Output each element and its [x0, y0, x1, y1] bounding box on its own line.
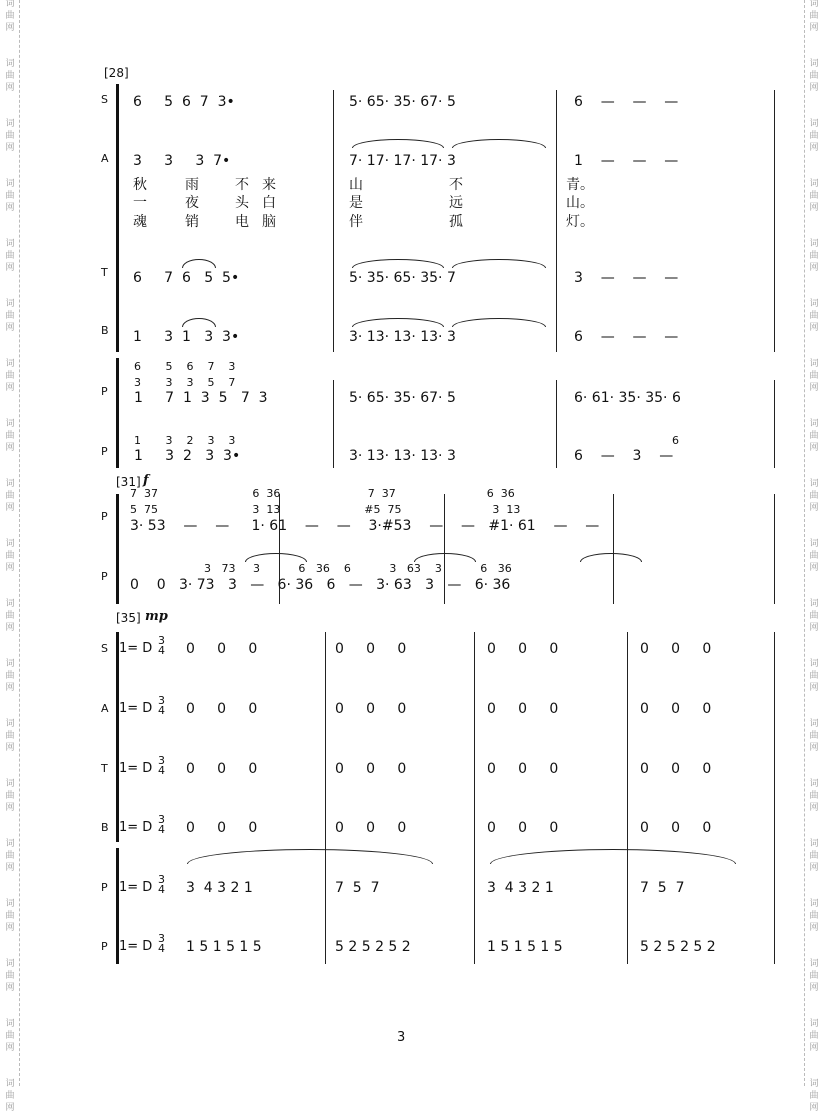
- measure-content: 1 5 1 5 1 5: [186, 939, 262, 955]
- slur: [182, 259, 216, 268]
- alto-notes: 3 3 3 7•: [133, 153, 231, 169]
- watermark-char: 网: [5, 983, 15, 993]
- choir-bracket: [116, 84, 123, 352]
- watermark-char: 词: [5, 1019, 15, 1029]
- watermark-char: 网: [5, 323, 15, 333]
- watermark-char: 曲: [809, 191, 819, 201]
- time-signature: 3 4: [158, 873, 165, 896]
- key-signature: 1= D: [119, 939, 153, 954]
- measure-content: 0 0 0: [335, 701, 407, 717]
- watermark-char: 词: [809, 839, 819, 849]
- part-label-p2: P: [101, 570, 108, 583]
- choir-bracket: [116, 632, 123, 842]
- piano-chord-row: 6 5 6 7 3: [134, 360, 236, 373]
- watermark-char: 网: [809, 383, 819, 393]
- tie: [245, 553, 307, 562]
- watermark-char: 网: [809, 1043, 819, 1053]
- time-signature: 3 4: [158, 754, 165, 777]
- watermark-char: 网: [809, 863, 819, 873]
- lyric-syllable: 不: [449, 177, 463, 193]
- watermark-char: 曲: [5, 791, 15, 801]
- lyric-syllable: 魂: [133, 214, 147, 230]
- lyric-syllable: 一: [133, 195, 147, 211]
- watermark-char: 网: [809, 923, 819, 933]
- watermark-char: 曲: [5, 1031, 15, 1041]
- piano-chord-row: 1 7 1 3 5 7 3: [134, 390, 268, 406]
- watermark-char: 词: [5, 179, 15, 189]
- watermark-char: 网: [5, 83, 15, 93]
- watermark-char: 网: [809, 443, 819, 453]
- watermark-char: 网: [5, 263, 15, 273]
- watermark-char: 曲: [5, 851, 15, 861]
- barline: [774, 494, 775, 604]
- watermark-char: 网: [5, 1043, 15, 1053]
- key-signature: 1= D: [119, 701, 153, 716]
- measure-content: 3 4 3 2 1: [186, 880, 253, 896]
- part-label: T: [101, 762, 108, 775]
- lyric-syllable: 不: [235, 177, 249, 193]
- watermark-char: 曲: [5, 191, 15, 201]
- barline: [774, 632, 775, 964]
- watermark-char: 词: [5, 59, 15, 69]
- measure-content: 0 0 0: [487, 761, 559, 777]
- watermark-char: 词: [5, 119, 15, 129]
- phrase-slur: [490, 849, 736, 864]
- watermark-char: 词: [809, 179, 819, 189]
- watermark-char: 曲: [5, 371, 15, 381]
- piano-chord-row: 3 3 3 5 7: [134, 376, 236, 389]
- watermark-char: 词: [809, 779, 819, 789]
- watermark-char: 曲: [809, 71, 819, 81]
- watermark-char: 词: [5, 899, 15, 909]
- watermark-char: 曲: [5, 671, 15, 681]
- lyric-syllable: 夜: [185, 195, 199, 211]
- alto-bar-3: 1 — — —: [574, 153, 679, 169]
- watermark-char: 词: [5, 419, 15, 429]
- part-label-a: A: [101, 152, 109, 165]
- p1-r2: 5 75 3 13 #5 75 3 13: [130, 503, 521, 516]
- lyric-syllable: 销: [185, 214, 199, 230]
- watermark-char: 词: [809, 659, 819, 669]
- watermark-char: 网: [809, 983, 819, 993]
- watermark-char: 曲: [809, 1091, 819, 1101]
- part-label-t: T: [101, 266, 108, 279]
- piano2-chord-row: 1 3 2 3 3: [134, 434, 236, 447]
- barline: [333, 90, 334, 352]
- piano2-bar-3: 6 — 3 —: [574, 448, 674, 464]
- part-label-b: B: [101, 324, 109, 337]
- watermark-char: 曲: [809, 1031, 819, 1041]
- part-label: P: [101, 881, 108, 894]
- lyric-syllable: 青。: [566, 177, 594, 193]
- watermark-char: 曲: [5, 551, 15, 561]
- watermark-char: 曲: [809, 311, 819, 321]
- slur: [352, 259, 444, 268]
- watermark-char: 曲: [809, 911, 819, 921]
- watermark-char: 网: [809, 563, 819, 573]
- alto-bar-2: 7· 17· 17· 17· 3: [349, 153, 456, 169]
- key-signature: 1= D: [119, 820, 153, 835]
- watermark-char: 网: [5, 23, 15, 33]
- slur: [352, 318, 444, 327]
- watermark-char: 词: [809, 1019, 819, 1029]
- measure-content: 0 0 0: [487, 701, 559, 717]
- slur: [352, 139, 444, 148]
- measure-number: [35]: [116, 611, 141, 625]
- measure-content: 0 0 0: [487, 820, 559, 836]
- watermark-char: 网: [5, 443, 15, 453]
- measure-content: 0 0 0: [186, 701, 258, 717]
- watermark-char: 曲: [5, 311, 15, 321]
- measure-content: 0 0 0: [640, 820, 712, 836]
- key-signature: 1= D: [119, 880, 153, 895]
- lyric-syllable: 脑: [262, 214, 276, 230]
- measure-content: 0 0 0: [335, 761, 407, 777]
- measure-content: 0 0 0: [487, 641, 559, 657]
- barline: [613, 494, 614, 604]
- tenor-notes: 6 7 6 5 5•: [133, 270, 240, 286]
- lyric-syllable: 电: [235, 214, 249, 230]
- key-signature: 1= D: [119, 641, 153, 656]
- watermark-char: 网: [809, 683, 819, 693]
- watermark-char: 词: [809, 419, 819, 429]
- dynamic-marking: f: [143, 473, 149, 488]
- measure-content: 0 0 0: [335, 820, 407, 836]
- lyric-syllable: 山。: [566, 195, 594, 211]
- measure-content: 3 4 3 2 1: [487, 880, 554, 896]
- measure-content: 5 2 5 2 5 2: [640, 939, 716, 955]
- lyric-syllable: 灯。: [566, 214, 594, 230]
- watermark-char: 词: [5, 599, 15, 609]
- barline: [474, 632, 475, 964]
- watermark-char: 词: [5, 779, 15, 789]
- watermark-char: 网: [5, 563, 15, 573]
- measure-content: 0 0 0: [640, 761, 712, 777]
- watermark-char: 网: [5, 923, 15, 933]
- watermark-char: 网: [5, 863, 15, 873]
- watermark-char: 词: [5, 299, 15, 309]
- lyric-syllable: 来: [262, 177, 276, 193]
- watermark-char: 曲: [5, 71, 15, 81]
- watermark-char: 曲: [5, 1091, 15, 1101]
- watermark-char: 曲: [809, 851, 819, 861]
- part-label: P: [101, 940, 108, 953]
- measure-content: 0 0 0: [186, 820, 258, 836]
- part-label: B: [101, 821, 109, 834]
- watermark-char: 词: [809, 899, 819, 909]
- lyric-syllable: 秋: [133, 177, 147, 193]
- watermark-char: 曲: [5, 431, 15, 441]
- watermark-char: 网: [5, 383, 15, 393]
- part-label: S: [101, 642, 108, 655]
- soprano-bar-2: 5· 65· 35· 67· 5: [349, 94, 456, 110]
- dynamic-marking: mp: [145, 609, 168, 624]
- watermark-char: 曲: [5, 911, 15, 921]
- barline: [627, 632, 628, 964]
- piano1-bar-2: 5· 65· 35· 67· 5: [349, 390, 456, 406]
- watermark-char: 词: [5, 479, 15, 489]
- tenor-bar-2: 5· 35· 65· 35· 7: [349, 270, 456, 286]
- watermark-char: 词: [809, 299, 819, 309]
- barline: [333, 380, 334, 468]
- measure-content: 5 2 5 2 5 2: [335, 939, 411, 955]
- watermark-char: 曲: [5, 731, 15, 741]
- lyric-syllable: 白: [262, 195, 276, 211]
- watermark-char: 网: [5, 203, 15, 213]
- watermark-char: 曲: [809, 611, 819, 621]
- watermark-char: 词: [5, 959, 15, 969]
- lyric-syllable: 伴: [349, 214, 363, 230]
- time-signature: 3 4: [158, 634, 165, 657]
- watermark-char: 曲: [809, 671, 819, 681]
- watermark-char: 网: [809, 263, 819, 273]
- measure-content: 0 0 0: [186, 761, 258, 777]
- p1-r1: 7 37 6 36 7 37 6 36: [130, 487, 515, 500]
- barline: [556, 380, 557, 468]
- watermark-char: 曲: [5, 491, 15, 501]
- watermark-char: 网: [809, 623, 819, 633]
- watermark-char: 词: [5, 239, 15, 249]
- watermark-char: 网: [809, 803, 819, 813]
- watermark-char: 词: [5, 359, 15, 369]
- watermark-char: 词: [809, 719, 819, 729]
- watermark-char: 网: [5, 1103, 15, 1113]
- watermark-char: 词: [809, 359, 819, 369]
- lyric-syllable: 远: [449, 195, 463, 211]
- p2-r1: 3 73 3 6 36 6 3 63 3 6 36: [204, 562, 512, 575]
- watermark-char: 词: [5, 659, 15, 669]
- watermark-char: 词: [5, 719, 15, 729]
- watermark-char: 网: [5, 143, 15, 153]
- watermark-char: 曲: [5, 131, 15, 141]
- watermark-char: 网: [809, 503, 819, 513]
- part-label-p1: P: [101, 385, 108, 398]
- watermark-char: 曲: [809, 731, 819, 741]
- watermark-char: 网: [809, 203, 819, 213]
- watermark-char: 网: [5, 623, 15, 633]
- watermark-char: 网: [809, 83, 819, 93]
- watermark-char: 词: [5, 1079, 15, 1089]
- piano1-bar-3: 6· 61· 35· 35· 6: [574, 390, 681, 406]
- measure-content: 7 5 7: [640, 880, 685, 896]
- watermark-char: 词: [5, 539, 15, 549]
- watermark-char: 词: [809, 239, 819, 249]
- tenor-bar-3: 3 — — —: [574, 270, 679, 286]
- watermark-char: 网: [809, 1103, 819, 1113]
- part-label-s: S: [101, 93, 108, 106]
- watermark-char: 词: [809, 539, 819, 549]
- piano2-chord-row: 1 3 2 3 3•: [134, 448, 241, 464]
- piano-bracket: [116, 494, 123, 604]
- watermark-char: 词: [5, 839, 15, 849]
- piano2-bar-2: 3· 13· 13· 13· 3: [349, 448, 456, 464]
- watermark-char: 词: [809, 119, 819, 129]
- part-label-p1: P: [101, 510, 108, 523]
- barline: [556, 90, 557, 352]
- watermark-char: 网: [809, 323, 819, 333]
- bass-notes: 1 3 1 3 3•: [133, 329, 240, 345]
- soprano-bar-3: 6 — — —: [574, 94, 679, 110]
- measure-content: 0 0 0: [640, 641, 712, 657]
- lyric-syllable: 是: [349, 195, 363, 211]
- watermark-char: 网: [809, 23, 819, 33]
- soprano-notes: 6 5 6 7 3•: [133, 94, 235, 110]
- watermark-char: 曲: [809, 551, 819, 561]
- watermark-char: 词: [809, 959, 819, 969]
- barline: [325, 632, 326, 964]
- time-signature: 3 4: [158, 932, 165, 955]
- piano2-chord-row: 6: [672, 434, 679, 447]
- watermark-char: 网: [809, 143, 819, 153]
- watermark-char: 词: [809, 599, 819, 609]
- lyric-syllable: 山: [349, 177, 363, 193]
- key-signature: 1= D: [119, 761, 153, 776]
- watermark-char: 曲: [5, 611, 15, 621]
- measure-content: 1 5 1 5 1 5: [487, 939, 563, 955]
- watermark-char: 网: [809, 743, 819, 753]
- measure-content: 0 0 0: [186, 641, 258, 657]
- watermark-char: 网: [5, 683, 15, 693]
- watermark-char: 曲: [809, 791, 819, 801]
- slur: [452, 318, 546, 327]
- slur: [452, 259, 546, 268]
- lyric-syllable: 雨: [185, 177, 199, 193]
- watermark-char: 曲: [5, 251, 15, 261]
- watermark-char: 曲: [5, 971, 15, 981]
- watermark-char: 曲: [809, 491, 819, 501]
- watermark-char: 曲: [809, 431, 819, 441]
- watermark-char: 词: [809, 1079, 819, 1089]
- bass-bar-3: 6 — — —: [574, 329, 679, 345]
- p2-r2: 0 0 3· 73 3 — 6· 36 6 — 3· 63 3 — 6· 36: [130, 577, 511, 593]
- lyric-syllable: 头: [235, 195, 249, 211]
- watermark-char: 词: [809, 0, 819, 9]
- watermark-char: 词: [809, 59, 819, 69]
- watermark-char: 曲: [809, 11, 819, 21]
- slur: [182, 318, 216, 327]
- watermark-char: 网: [5, 803, 15, 813]
- barline: [774, 90, 775, 352]
- time-signature: 3 4: [158, 813, 165, 836]
- piano-bracket: [116, 358, 123, 468]
- watermark-char: 词: [5, 0, 15, 9]
- measure-number: [28]: [104, 66, 129, 80]
- barline: [774, 380, 775, 468]
- part-label-p2: P: [101, 445, 108, 458]
- page-number: 3: [397, 1030, 406, 1045]
- watermark-char: 曲: [809, 971, 819, 981]
- watermark-char: 曲: [809, 371, 819, 381]
- slur: [452, 139, 546, 148]
- tie: [580, 553, 642, 562]
- measure-number: [31]: [116, 475, 141, 489]
- watermark-char: 曲: [809, 131, 819, 141]
- lyric-syllable: 孤: [449, 214, 463, 230]
- phrase-slur: [187, 849, 433, 864]
- watermark-char: 曲: [809, 251, 819, 261]
- measure-content: 0 0 0: [640, 701, 712, 717]
- tie: [414, 553, 476, 562]
- part-label: A: [101, 702, 109, 715]
- measure-content: 7 5 7: [335, 880, 380, 896]
- measure-content: 0 0 0: [335, 641, 407, 657]
- p1-r3: 3· 53 — — 1· 61 — — 3·#53 — — #1· 61 — —: [130, 518, 600, 534]
- watermark-char: 网: [5, 743, 15, 753]
- watermark-char: 词: [809, 479, 819, 489]
- time-signature: 3 4: [158, 694, 165, 717]
- watermark-char: 曲: [5, 11, 15, 21]
- watermark-char: 网: [5, 503, 15, 513]
- bass-bar-2: 3· 13· 13· 13· 3: [349, 329, 456, 345]
